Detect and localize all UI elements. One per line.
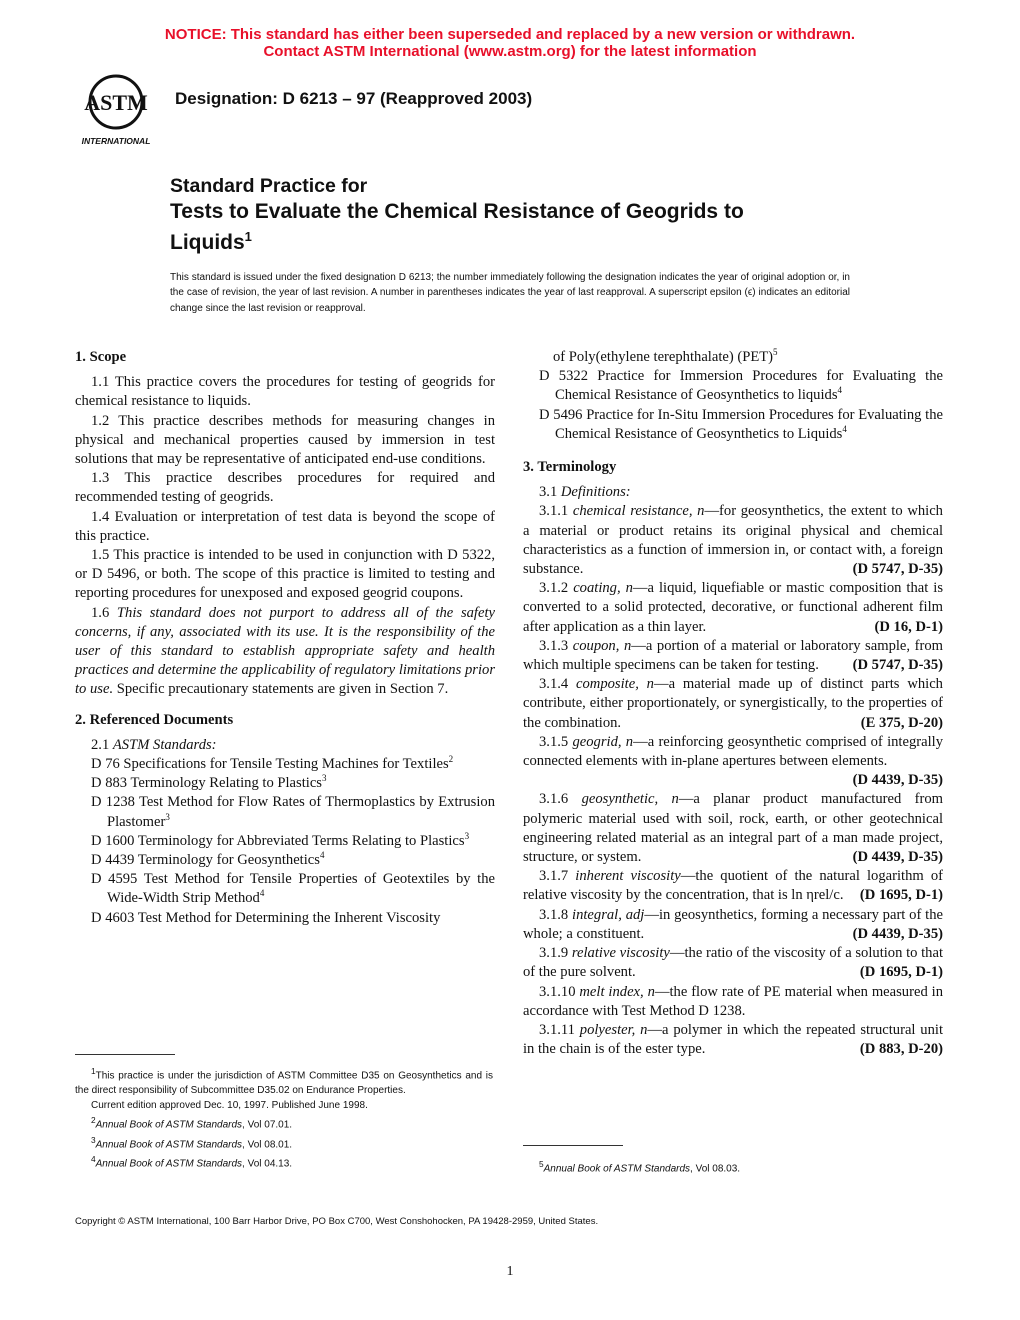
scope-1-3: 1.3 This practice describes procedures for required and recommended testing of geogrids.: [75, 470, 495, 506]
footnote-4: $^4$Annual Book of ASTM Standards, Vol 04.13.: [91, 1153, 293, 1170]
terminology-heading: 3. Terminology: [523, 459, 617, 476]
footnotes-right: [523, 1157, 943, 1176]
footnote-1b: Current edition approved Dec. 10, 1997. Published June 1998.: [91, 1100, 368, 1112]
copyright-line: Copyright © ASTM International, 100 Barr Harbor Drive, PO Box C700, West Conshohocken, PA 19428-2959, United States.: [75, 1216, 599, 1227]
ref-item: D 5322 Practice for Immersion Procedures for Evaluating the Chemical Resistance of Geosynthetics to liquids$^4$: [539, 368, 943, 404]
left-column: [75, 348, 495, 928]
ref-item-continued: of Poly(ethylene terephthalate) (PET)$^5$: [553, 347, 778, 365]
definition: 3.1.9 relative viscosity—the ratio of the viscosity of a solution to that of the pure solvent. (D 1695, D-1): [523, 945, 944, 981]
scope-1-4: 1.4 Evaluation or interpretation of test data is beyond the scope of this practice.: [75, 508, 495, 544]
title-line-3: [170, 224, 870, 255]
page-number: 1: [506, 1264, 514, 1279]
definition: 3.1.5 geogrid, n—a reinforcing geosynthetic comprised of integrally connected elements with in-plane apertures between elements. (D 4439, D-35): [523, 733, 943, 789]
definition: 3.1.4 composite, n—a material made up of distinct parts which contribute, either proportionately, or synergistically, to the properties of the combination. (E 375, D-20): [523, 676, 943, 731]
document-title: [170, 174, 870, 255]
footnote-rule-left: [75, 1054, 175, 1055]
scope-heading: 1. Scope: [75, 349, 127, 365]
refs-2-1-num: 2.1: [91, 736, 113, 753]
terminology-3-1: 3.1 Definitions:: [539, 484, 631, 501]
issued-note: This standard is issued under the fixed designation D 6213; the number immediately following the designation indicates the year of original adoption or, in the case of revision, the year of last revision. A number in parentheses indicates the year of last reapproval. A superscript epsilon (ϵ) indicates an editorial change since the last revision or reapproval.: [170, 272, 850, 314]
notice-line-1: NOTICE: This standard has either been superseded and replaced by a new version or withdrawn.: [164, 26, 856, 43]
footnote-1: $^1$This practice is under the jurisdiction of ASTM Committee D35 on Geosynthetics and is the direct responsibility of Subcommittee D35.02 on Endurance Properties.: [75, 1066, 493, 1097]
footnote-3: $^3$Annual Book of ASTM Standards, Vol 08.01.: [91, 1134, 293, 1150]
definition: 3.1.11 polyester, n—a polymer in which the repeated structural unit in the chain is of the ester type. (D 883, D-20): [523, 1021, 943, 1058]
refs-2-1-label: ASTM Standards:: [112, 736, 217, 753]
scope-1-6-num: 1.6: [91, 604, 117, 621]
right-column: [523, 348, 943, 1059]
title-line-2: Tests to Evaluate the Chemical Resistance of Geogrids to: [170, 200, 744, 223]
footnote-2: $^2$Annual Book of ASTM Standards, Vol 07.01.: [91, 1115, 293, 1131]
definition: 3.1.7 inherent viscosity—the quotient of the natural logarithm of relative viscosity by the concentration, that is ln ηrel/c. (D 1695, D-1): [523, 868, 944, 904]
title-footnote-mark: 1: [244, 229, 252, 244]
footnote-rule-right: [523, 1145, 623, 1146]
scope-1-6-italic: This standard does not purport to address all of the safety concerns, if any, associated with its use. It is the responsibility of the user of this standard to establish appropriate safety and health practices and determine the applicability of regulatory limitations prior to use.: [75, 604, 495, 698]
definition: 3.1.3 coupon, n—a portion of a material or laboratory sample, from which multiple specimens can be taken for testing. (D 5747, D-35): [523, 637, 943, 674]
title-line-1: Standard Practice for: [170, 175, 368, 197]
logo-subtext: INTERNATIONAL: [81, 136, 151, 146]
title-line-3-text: Liquids: [170, 231, 245, 254]
logo-text: ASTM: [84, 90, 148, 115]
definition: 3.1.1 chemical resistance, n—for geosynthetics, the extent to which a material or product retains its original physical and chemical characteristics as a function of immersion in, or contact with, a foreign substance. (D 5747, D-35): [523, 503, 943, 578]
scope-1-2: 1.2 This practice describes methods for measuring changes in physical and mechanical properties caused by immersion in test solutions that may be representative of anticipated end-use conditions.: [75, 412, 495, 468]
footnote-5: $^5$Annual Book of ASTM Standards, Vol 08.03.: [539, 1159, 741, 1175]
definition: 3.1.10 melt index, n—the flow rate of PE material when measured in accordance with Test Method D 1238.: [523, 983, 943, 1019]
scope-1-5: 1.5 This practice is intended to be used in conjunction with D 5322, or D 5496, or both. The scope of this practice is limited to testing and reporting procedures for unexposed and exposed geogrid coupons.: [75, 547, 495, 602]
refs-2-1: [75, 736, 495, 755]
scope-1-1: 1.1 This practice covers the procedures for testing of geogrids for chemical resistance to liquids.: [75, 374, 495, 410]
ref-item: D 1600 Terminology for Abbreviated Terms Relating to Plastics$^3$: [91, 831, 470, 849]
ref-item: D 4595 Test Method for Tensile Properties of Geotextiles by the Wide-Width Strip Method$^4$: [91, 871, 495, 907]
designation: Designation: D 6213 – 97 (Reapproved 2003): [175, 89, 533, 108]
withdrawal-notice: [0, 26, 1020, 60]
astm-logo: [70, 74, 162, 148]
footnotes-left: [75, 1064, 493, 1171]
scope-1-6-rest: Specific precautionary statements are given in Section 7.: [113, 681, 449, 698]
ref-item: D 4603 Test Method for Determining the Inherent Viscosity: [91, 909, 441, 926]
ref-item: D 5496 Practice for In-Situ Immersion Procedures for Evaluating the Chemical Resistance of Geosynthetics to Liquids$^4$: [539, 406, 943, 442]
refs-heading: 2. Referenced Documents: [75, 711, 234, 728]
scope-1-6: [75, 604, 495, 700]
ref-item: D 1238 Test Method for Flow Rates of Thermoplastics by Extrusion Plastomer$^3$: [91, 794, 495, 830]
ref-item: D 4439 Terminology for Geosynthetics$^4$: [91, 850, 325, 869]
ref-item: D 883 Terminology Relating to Plastics$^3$: [91, 773, 327, 792]
astm-logo-icon: [70, 74, 162, 148]
definition: 3.1.6 geosynthetic, n—a planar product manufactured from polymeric material used with soil, rock, earth, or other geotechnical engineering related material as an integral part of a man made project, structure, or system. (D 4439, D-35): [523, 791, 943, 866]
definition: 3.1.2 coating, n—a liquid, liquefiable or mastic composition that is converted to a solid protected, decorative, or functional adherent film after application as a thin layer. (D 16, D-1): [523, 580, 944, 635]
ref-item: D 76 Specifications for Tensile Testing Machines for Textiles$^2$: [91, 754, 454, 773]
definition: 3.1.8 integral, adj—in geosynthetics, forming a necessary part of the whole; a constituent. (D 4439, D-35): [523, 906, 943, 942]
notice-line-2: Contact ASTM International (www.astm.org) for the latest information: [263, 43, 757, 60]
